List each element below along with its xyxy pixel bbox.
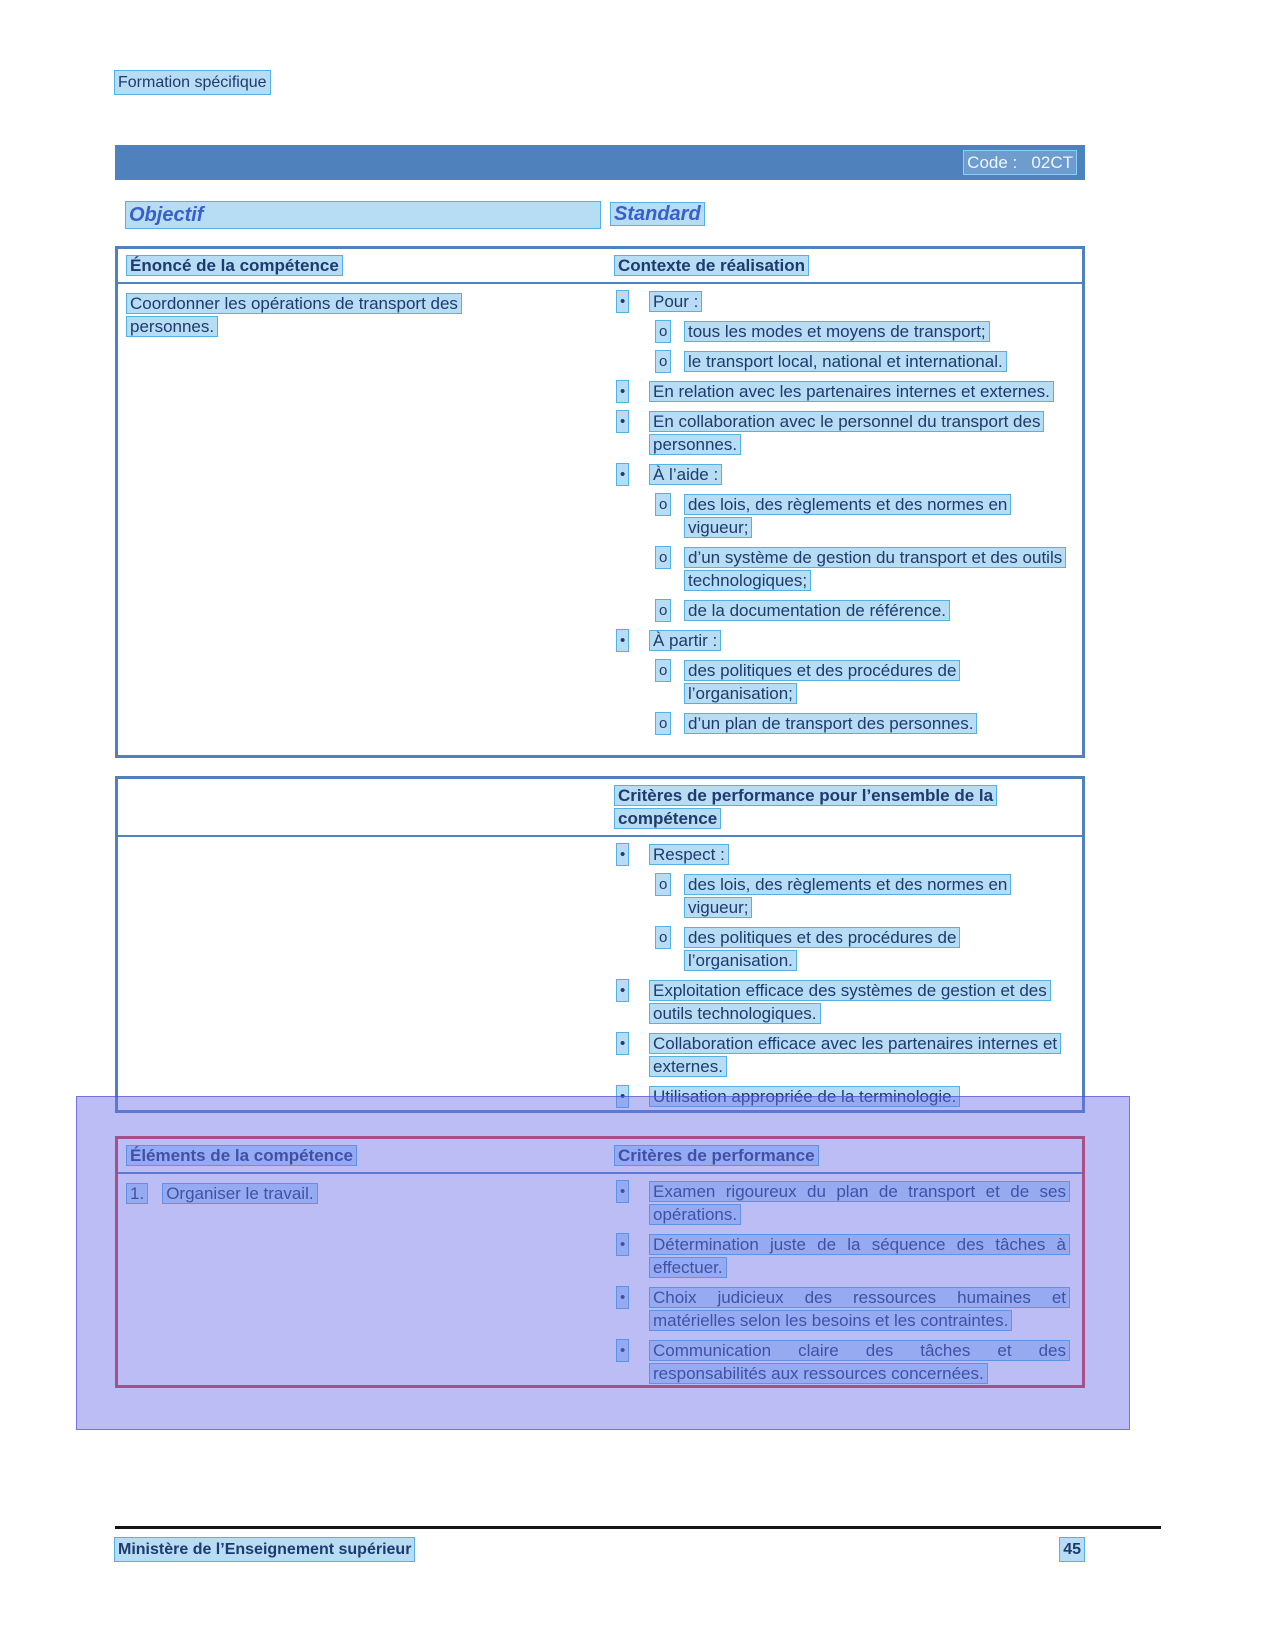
list-item-text: Choix judicieux des ressources humaines et matérielles selon les besoins et les contraintes. xyxy=(649,1287,1070,1331)
bullet-circle-icon: o xyxy=(655,659,671,682)
list-item-text: d’un plan de transport des personnes. xyxy=(684,713,977,734)
list-item xyxy=(599,873,1070,919)
table-header-row xyxy=(118,779,1082,837)
list-item xyxy=(599,1085,1070,1108)
bullet-circle-icon: o xyxy=(655,599,671,622)
list-item-text: En relation avec les partenaires internes et externes. xyxy=(649,381,1054,402)
bullet-circle-icon: o xyxy=(655,320,671,343)
bullet-dot-icon: • xyxy=(616,629,629,652)
header-cell xyxy=(118,1139,599,1172)
competence-cell xyxy=(118,290,599,742)
bullet-circle-icon: o xyxy=(655,350,671,373)
list-item xyxy=(599,712,1070,735)
list-item xyxy=(599,1339,1070,1385)
bullet-circle-icon: o xyxy=(655,926,671,949)
headings-row xyxy=(125,201,1085,231)
header-cell xyxy=(599,779,1082,835)
bullet-dot-icon: • xyxy=(616,1233,629,1256)
list-item xyxy=(599,493,1070,539)
list-item-text: À l’aide : xyxy=(649,464,722,485)
list-item-text: En collaboration avec le personnel du transport des personnes. xyxy=(649,411,1044,455)
empty-cell xyxy=(118,843,599,1115)
bullet-dot-icon: • xyxy=(616,1032,629,1055)
bullet-dot-icon: • xyxy=(616,1085,629,1108)
elements-table xyxy=(115,1136,1085,1388)
list-item xyxy=(599,599,1070,622)
column-header-contexte: Contexte de réalisation xyxy=(614,255,809,276)
contexte-list xyxy=(599,290,1082,742)
element-cell xyxy=(118,1180,599,1392)
bullet-circle-icon: o xyxy=(655,546,671,569)
list-item xyxy=(599,463,1070,486)
list-item-text: tous les modes et moyens de transport; xyxy=(684,321,990,342)
list-item-text: Utilisation appropriée de la terminologie. xyxy=(649,1086,960,1107)
criteres-ensemble-table xyxy=(115,776,1085,1113)
list-item xyxy=(599,546,1070,592)
list-item-text: des politiques et des procédures de l’organisation; xyxy=(684,660,960,704)
bullet-circle-icon: o xyxy=(655,873,671,896)
table-body-row xyxy=(118,284,1082,742)
list-item-text: d’un système de gestion du transport et des outils technologiques; xyxy=(684,547,1066,591)
column-header-elements: Éléments de la compétence xyxy=(126,1145,357,1166)
header-cell xyxy=(599,1139,1082,1172)
list-item-text: Communication claire des tâches et des responsabilités aux ressources concernées. xyxy=(649,1340,1070,1384)
list-item xyxy=(599,843,1070,866)
bullet-dot-icon: • xyxy=(616,1339,629,1362)
competence-statement: Coordonner les opérations de transport des personnes. xyxy=(126,293,462,337)
header-cell-empty xyxy=(118,779,599,835)
column-header-enonce: Énoncé de la compétence xyxy=(126,255,343,276)
column-header-criteres: Critères de performance xyxy=(614,1145,819,1166)
footer-rule xyxy=(115,1526,1161,1529)
list-item-text: Pour : xyxy=(649,291,702,312)
list-item-text: des lois, des règlements et des normes en vigueur; xyxy=(684,494,1011,538)
footer-page-number: 45 xyxy=(1059,1537,1085,1562)
element-statement: Organiser le travail. xyxy=(162,1183,317,1204)
objectif-heading: Objectif xyxy=(125,201,601,229)
enonce-table xyxy=(115,246,1085,758)
doc-section-label: Formation spécifique xyxy=(114,70,271,95)
list-item-text: de la documentation de référence. xyxy=(684,600,950,621)
table-header-row xyxy=(118,249,1082,284)
bullet-dot-icon: • xyxy=(616,1286,629,1309)
list-item xyxy=(599,380,1070,403)
list-item-text: Examen rigoureux du plan de transport et de ses opérations. xyxy=(649,1181,1070,1225)
list-item xyxy=(599,1180,1070,1226)
header-cell xyxy=(118,249,599,282)
bullet-circle-icon: o xyxy=(655,493,671,516)
list-item xyxy=(599,410,1070,456)
list-item xyxy=(599,350,1070,373)
list-item-text: des lois, des règlements et des normes en vigueur; xyxy=(684,874,1011,918)
bullet-dot-icon: • xyxy=(616,463,629,486)
list-item xyxy=(599,1032,1070,1078)
list-item xyxy=(599,1286,1070,1332)
list-item xyxy=(599,290,1070,313)
bullet-circle-icon: o xyxy=(655,712,671,735)
list-item-text: Détermination juste de la séquence des tâches à effectuer. xyxy=(649,1234,1070,1278)
bullet-dot-icon: • xyxy=(616,843,629,866)
footer-ministry: Ministère de l’Enseignement supérieur xyxy=(114,1537,415,1562)
header-cell xyxy=(599,249,1082,282)
list-item-text: des politiques et des procédures de l’organisation. xyxy=(684,927,960,971)
bullet-dot-icon: • xyxy=(616,380,629,403)
list-item xyxy=(599,659,1070,705)
list-item xyxy=(599,1233,1070,1279)
list-item-text: Collaboration efficace avec les partenaires internes et externes. xyxy=(649,1033,1061,1077)
bullet-dot-icon: • xyxy=(616,979,629,1002)
table-header-row xyxy=(118,1139,1082,1174)
element-number: 1. xyxy=(126,1183,148,1204)
list-item xyxy=(599,979,1070,1025)
list-item-text: Respect : xyxy=(649,844,729,865)
list-item-text: le transport local, national et international. xyxy=(684,351,1007,372)
code-label: Code : 02CT xyxy=(963,150,1077,175)
standard-heading: Standard xyxy=(610,201,705,227)
table-body-row xyxy=(118,1174,1082,1392)
bullet-dot-icon: • xyxy=(616,410,629,433)
table-body-row xyxy=(118,837,1082,1115)
bullet-dot-icon: • xyxy=(616,290,629,313)
list-item-text: À partir : xyxy=(649,630,721,651)
list-item xyxy=(599,926,1070,972)
performance-list xyxy=(599,1180,1082,1392)
bullet-dot-icon: • xyxy=(616,1180,629,1203)
code-bar xyxy=(115,145,1085,180)
list-item xyxy=(599,629,1070,652)
criteres-list xyxy=(599,843,1082,1115)
list-item xyxy=(599,320,1070,343)
list-item-text: Exploitation efficace des systèmes de gestion et des outils technologiques. xyxy=(649,980,1051,1024)
column-header-criteres-ensemble: Critères de performance pour l’ensemble de la compétence xyxy=(614,785,997,829)
